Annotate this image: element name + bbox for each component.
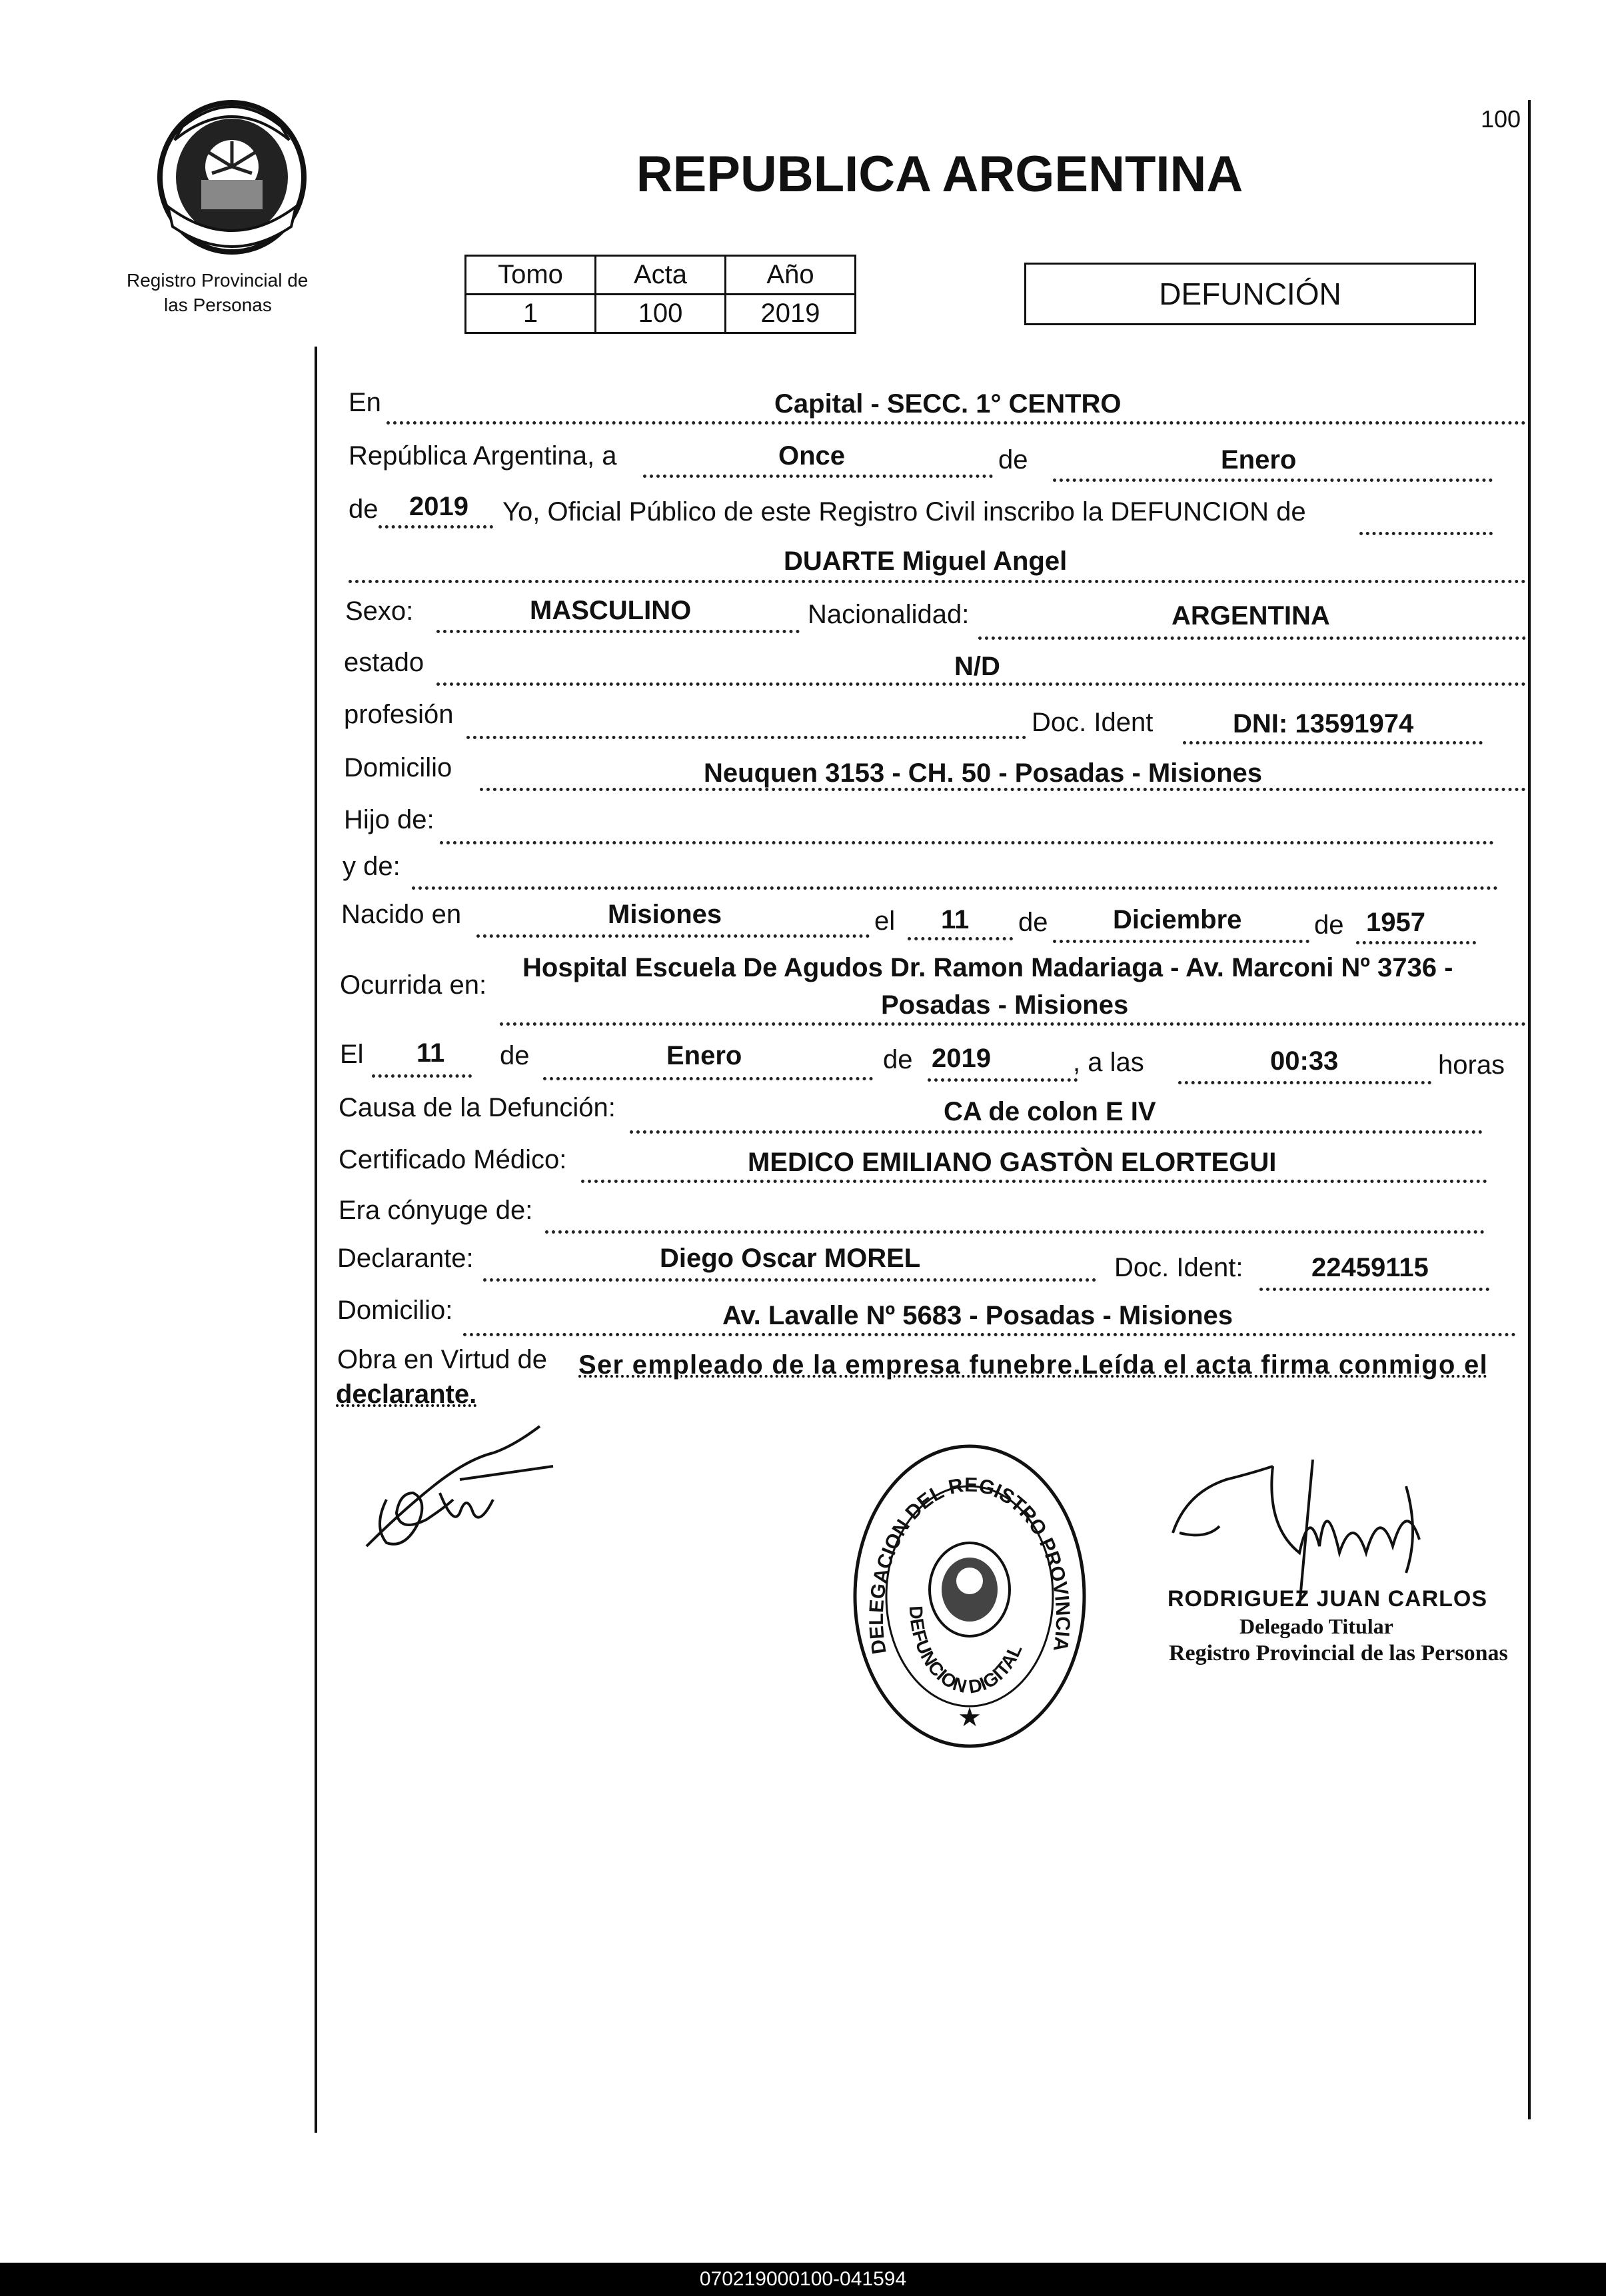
dotted-line	[1178, 1081, 1431, 1084]
dotted-line	[908, 937, 1013, 940]
de-label: de	[349, 495, 379, 524]
dotted-line	[1356, 941, 1476, 944]
death-year: 2019	[932, 1044, 991, 1073]
dotted-line	[1053, 479, 1493, 482]
domicilio2-label: Domicilio:	[337, 1296, 453, 1325]
birth-month: Diciembre	[1113, 905, 1242, 934]
day-word: Once	[778, 441, 846, 471]
stamp-outer-text: DELEGACION DEL REGISTRO PROVINCIA	[865, 1474, 1074, 1656]
ocurrida-label: Ocurrida en:	[340, 970, 487, 1000]
el-label: el	[874, 906, 896, 936]
domicilio-value: Neuquen 3153 - CH. 50 - Posadas - Misiones	[704, 758, 1263, 788]
nacido-label: Nacido en	[341, 900, 462, 929]
y-de-label: y de:	[343, 852, 401, 881]
registry-name-line2: las Personas	[164, 295, 272, 315]
dotted-line	[483, 1278, 1096, 1282]
declarant-signature	[360, 1420, 560, 1560]
anio-value: 2019	[726, 295, 856, 333]
doc-ident-label: Doc. Ident	[1032, 708, 1154, 737]
document-code-bar: 070219000100-041594	[0, 2263, 1606, 2296]
causa-label: Causa de la Defunción:	[339, 1093, 616, 1122]
official-name: RODRIGUEZ JUAN CARLOS	[1168, 1586, 1488, 1612]
dotted-line	[476, 934, 870, 938]
dotted-line	[466, 736, 1026, 739]
nacionalidad-value: ARGENTINA	[1172, 601, 1330, 630]
nacionalidad-label: Nacionalidad:	[808, 600, 970, 629]
conyuge-label: Era cónyuge de:	[339, 1196, 533, 1225]
dotted-line	[630, 1130, 1483, 1134]
dotted-line	[436, 682, 1526, 686]
obra-label: Obra en Virtud de	[337, 1345, 548, 1374]
certificado-value: MEDICO EMILIANO GASTÒN ELORTEGUI	[748, 1148, 1277, 1177]
stamp-inner-text: DEFUNCION DIGITAL	[905, 1605, 1026, 1698]
page-number: 100	[1481, 105, 1521, 133]
official-title: Delegado Titular	[1239, 1614, 1393, 1638]
en-label: En	[349, 388, 381, 417]
dotted-line	[545, 1230, 1485, 1234]
dotted-line	[436, 630, 800, 633]
dotted-line	[643, 475, 993, 478]
domicilio-label: Domicilio	[344, 753, 452, 782]
republica-label: República Argentina, a	[349, 441, 617, 471]
dotted-line	[372, 1074, 472, 1078]
de-label: de	[1018, 908, 1048, 937]
profesion-label: profesión	[344, 700, 454, 729]
declarante-doc-value: 22459115	[1311, 1253, 1429, 1282]
dotted-line	[1053, 940, 1309, 943]
record-table	[464, 255, 856, 334]
sexo-label: Sexo:	[345, 596, 414, 626]
dotted-line	[463, 1333, 1516, 1336]
official-stamp	[846, 1440, 1093, 1753]
birth-day: 11	[941, 905, 970, 934]
doc-ident-value: DNI: 13591974	[1233, 709, 1414, 738]
dotted-line	[379, 525, 493, 529]
horas-label: horas	[1438, 1050, 1505, 1080]
tomo-value: 1	[466, 295, 596, 333]
official-signature	[1166, 1453, 1486, 1606]
death-time: 00:33	[1270, 1046, 1339, 1076]
deceased-name: DUARTE Miguel Angel	[784, 547, 1068, 576]
causa-value: CA de colon E IV	[944, 1097, 1156, 1126]
official-office: Registro Provincial de las Personas	[1169, 1641, 1508, 1666]
declarante-doc-label: Doc. Ident:	[1114, 1253, 1243, 1282]
death-day: 11	[416, 1038, 445, 1068]
sexo-value: MASCULINO	[530, 596, 692, 625]
document-type-box: DEFUNCIÓN	[1024, 263, 1476, 325]
hijo-label: Hijo de:	[344, 805, 434, 834]
de-label: de	[883, 1045, 913, 1074]
anio-header: Año	[726, 256, 856, 295]
dotted-line	[928, 1078, 1078, 1082]
estado-value: N/D	[954, 652, 1000, 681]
birth-place: Misiones	[608, 900, 722, 929]
acta-value: 100	[596, 295, 726, 333]
acta-header: Acta	[596, 256, 726, 295]
dotted-line	[1359, 532, 1493, 535]
dotted-line	[1183, 741, 1483, 744]
dotted-line	[978, 636, 1526, 640]
obra-value-line2: declarante.	[336, 1380, 477, 1409]
el-cap-label: El	[340, 1040, 364, 1069]
tomo-header: Tomo	[466, 256, 596, 295]
ocurrida-line2: Posadas - Misiones	[881, 990, 1129, 1020]
dotted-line	[440, 841, 1494, 844]
svg-text:★: ★	[958, 1703, 982, 1732]
month-value: Enero	[1221, 445, 1297, 475]
declarante-label: Declarante:	[337, 1244, 474, 1273]
dotted-line	[387, 421, 1526, 425]
obra-value-line1: Ser empleado de la empresa funebre.Leída el acta firma conmigo el	[578, 1350, 1488, 1380]
en-value: Capital - SECC. 1° CENTRO	[774, 389, 1122, 419]
de-label: de	[500, 1041, 530, 1070]
a-las-label: , a las	[1073, 1048, 1144, 1077]
certificado-label: Certificado Médico:	[339, 1145, 567, 1174]
year-value: 2019	[409, 492, 468, 521]
death-month: Enero	[666, 1041, 742, 1070]
domicilio2-value: Av. Lavalle Nº 5683 - Posadas - Misiones	[722, 1301, 1233, 1330]
registry-name-line1: Registro Provincial de	[127, 270, 309, 291]
inscribo-text: Yo, Oficial Público de este Registro Civil inscribo la DEFUNCION de	[502, 497, 1306, 527]
dotted-line	[500, 1022, 1526, 1026]
dotted-line	[349, 580, 1526, 583]
ocurrida-line1: Hospital Escuela De Agudos Dr. Ramon Madariaga - Av. Marconi Nº 3736 -	[522, 953, 1453, 982]
right-margin-line	[1528, 100, 1531, 2119]
dotted-line	[543, 1077, 873, 1080]
dotted-line	[1259, 1288, 1489, 1291]
left-margin-line	[315, 347, 317, 2133]
de-label: de	[998, 445, 1028, 475]
dotted-line	[581, 1180, 1487, 1183]
estado-label: estado	[344, 648, 424, 677]
declarante-value: Diego Oscar MOREL	[660, 1244, 921, 1273]
dotted-line	[412, 886, 1498, 890]
birth-year: 1957	[1366, 908, 1425, 937]
page-title: REPUBLICA ARGENTINA	[636, 146, 1243, 203]
de-label: de	[1314, 910, 1344, 940]
